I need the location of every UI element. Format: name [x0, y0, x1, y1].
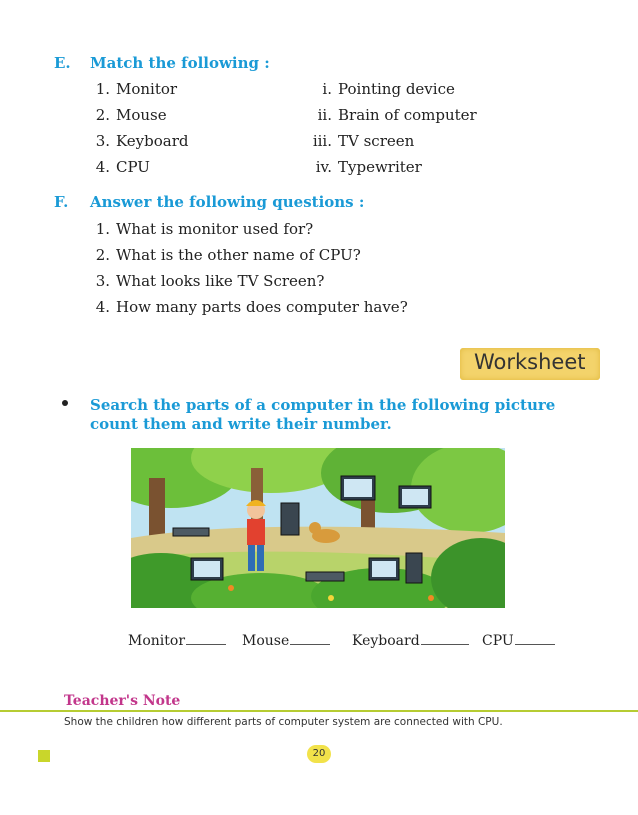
question-row	[0, 272, 638, 292]
count-label: Keyboard	[352, 633, 420, 649]
section-e-letter: E.	[54, 54, 71, 72]
match-right: TV screen	[338, 132, 415, 150]
match-right: Brain of computer	[338, 106, 477, 124]
question-row	[0, 220, 638, 240]
match-roman: iv.	[315, 158, 332, 176]
count-blank-monitor[interactable]	[128, 633, 226, 649]
question-num: 4.	[95, 298, 110, 316]
match-roman: i.	[322, 80, 332, 98]
section-f-title: Answer the following questions :	[90, 193, 365, 211]
teachers-note-title: Teacher's Note	[64, 693, 181, 709]
corner-square-decoration	[38, 750, 50, 762]
count-blank-cpu[interactable]	[482, 633, 555, 649]
match-num: 1.	[95, 80, 110, 98]
question-num: 3.	[95, 272, 110, 290]
question-text: What is the other name of CPU?	[116, 246, 361, 264]
worksheet-label: Worksheet	[474, 350, 586, 374]
match-right: Typewriter	[338, 158, 422, 176]
worksheet-instruction: Search the parts of a computer in the following picture count them and write their number.	[90, 396, 556, 433]
bullet-icon	[62, 400, 68, 406]
match-left: Monitor	[116, 80, 178, 98]
match-roman: ii.	[317, 106, 332, 124]
teachers-note-text: Show the children how different parts of computer system are connected with CPU.	[64, 716, 503, 728]
count-label: Monitor	[128, 633, 186, 649]
match-row	[0, 80, 638, 100]
worksheet-badge	[460, 348, 600, 380]
match-left: Mouse	[116, 106, 167, 124]
answer-line	[421, 644, 469, 645]
section-e-title: Match the following :	[90, 54, 270, 72]
match-num: 3.	[95, 132, 110, 150]
count-blank-keyboard[interactable]	[352, 633, 469, 649]
illustration-svg	[131, 448, 505, 608]
answer-line	[290, 644, 330, 645]
question-num: 2.	[95, 246, 110, 264]
question-text: What looks like TV Screen?	[116, 272, 325, 290]
count-label: Mouse	[242, 633, 290, 649]
answer-line	[186, 644, 226, 645]
question-row	[0, 246, 638, 266]
match-row	[0, 158, 638, 178]
page-number: 20	[307, 745, 331, 763]
forest-computer-illustration	[131, 448, 505, 608]
divider	[0, 710, 638, 712]
match-num: 4.	[95, 158, 110, 176]
match-right: Pointing device	[338, 80, 455, 98]
count-blank-mouse[interactable]	[242, 633, 330, 649]
count-label: CPU	[482, 633, 514, 649]
question-num: 1.	[95, 220, 110, 238]
match-row	[0, 106, 638, 126]
match-row	[0, 132, 638, 152]
section-f-letter: F.	[54, 193, 69, 211]
question-row	[0, 298, 638, 318]
question-text: What is monitor used for?	[116, 220, 314, 238]
match-left: Keyboard	[116, 132, 189, 150]
question-text: How many parts does computer have?	[116, 298, 408, 316]
match-roman: iii.	[312, 132, 332, 150]
answer-line	[515, 644, 555, 645]
match-left: CPU	[116, 158, 150, 176]
match-num: 2.	[95, 106, 110, 124]
